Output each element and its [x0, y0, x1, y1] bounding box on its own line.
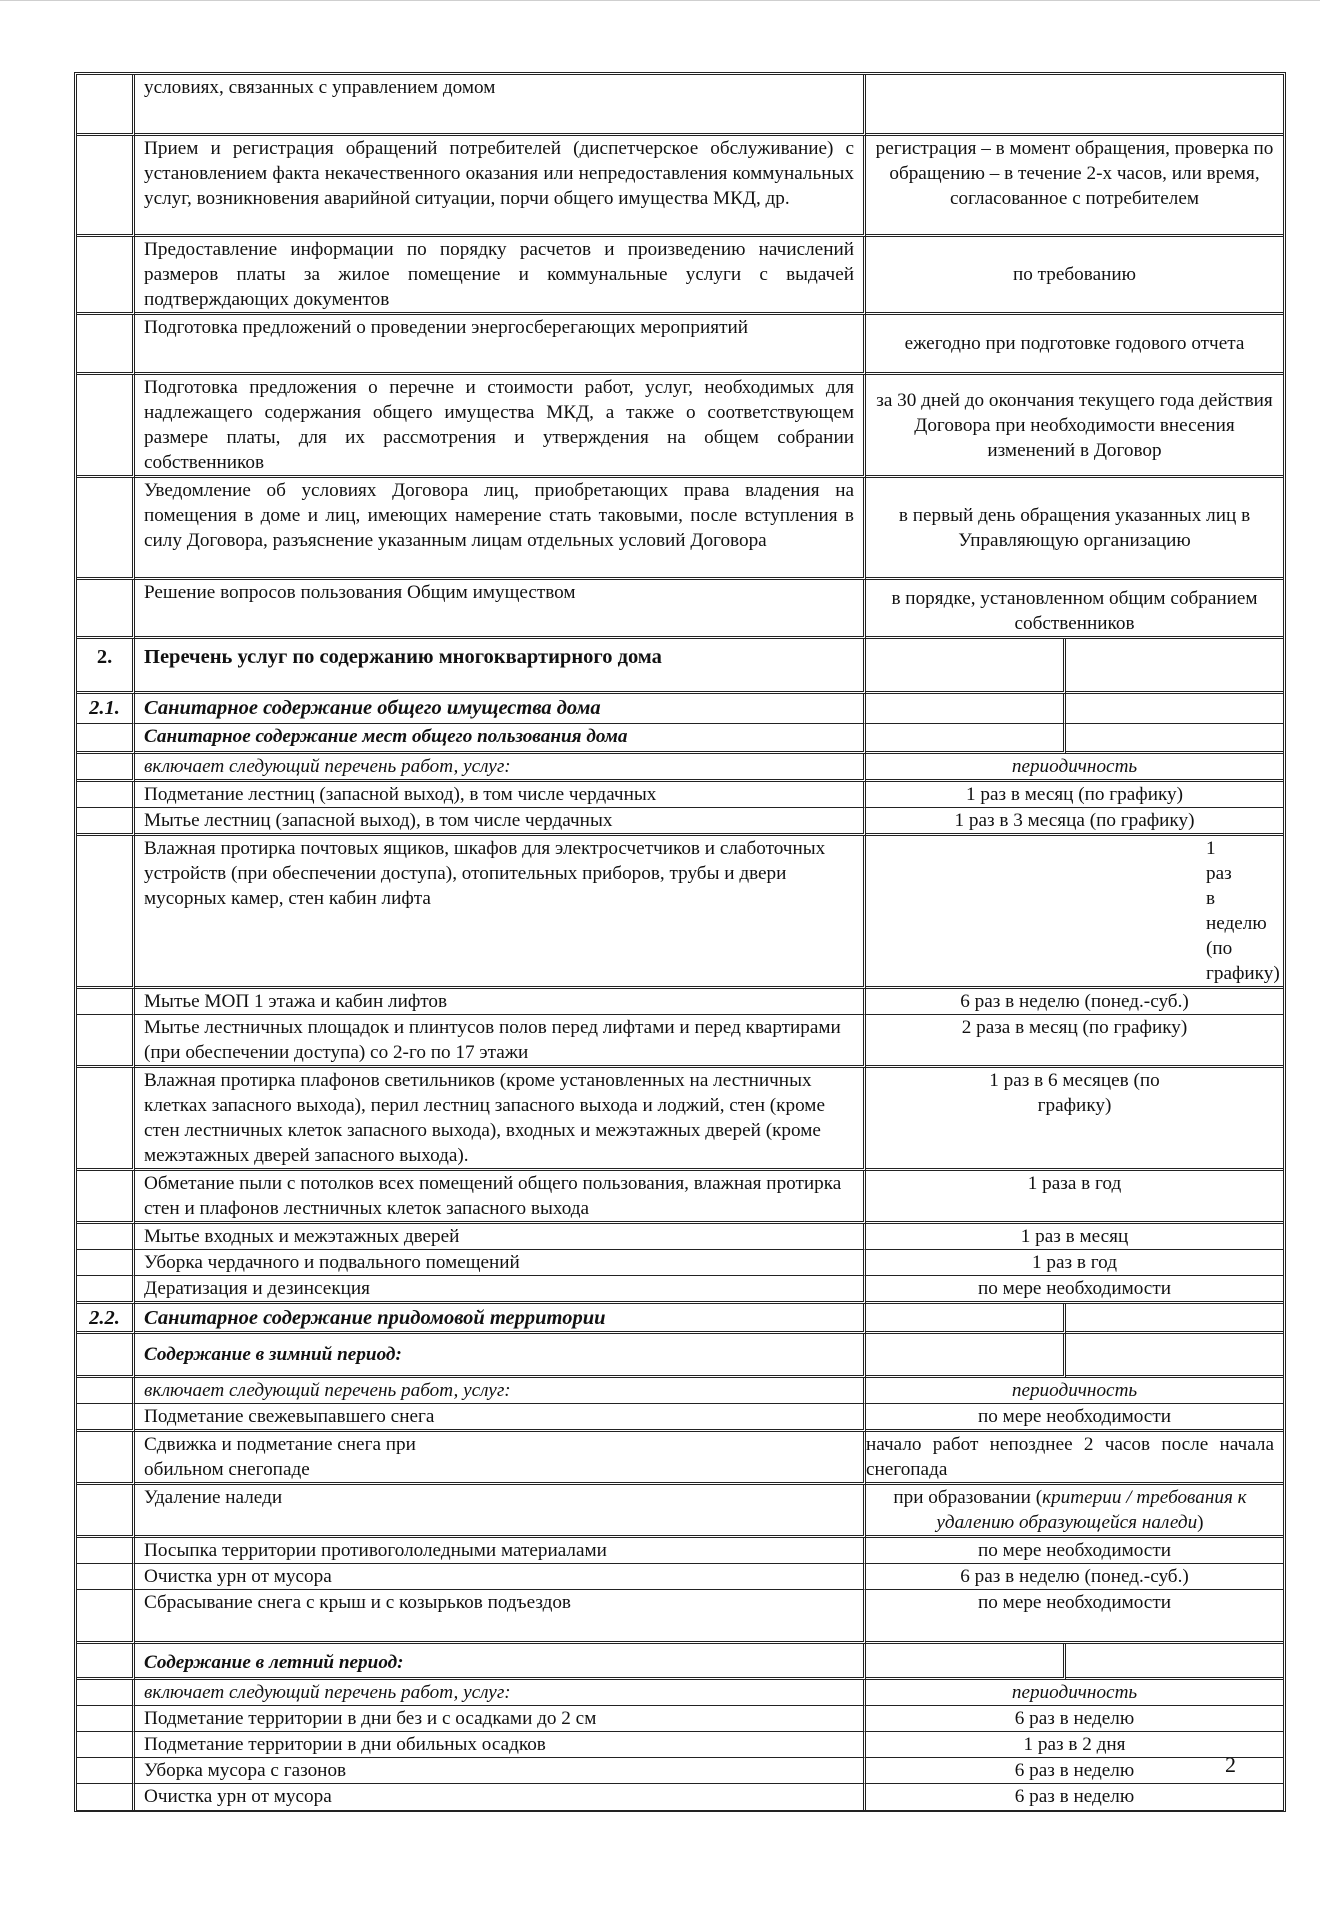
period-cell: 1 раз в 2 дня: [866, 1732, 1283, 1758]
top-divider: [0, 0, 1320, 1]
list-header-text: включает следующий перечень работ, услуг:: [135, 754, 866, 782]
service-text-inner: Сдвижка и подметание снега при обильном снегопаде: [144, 1434, 416, 1480]
service-text: Уборка чердачного и подвального помещений: [135, 1250, 866, 1276]
section-row: [77, 694, 1283, 724]
table-row: [77, 808, 1283, 836]
service-text: Очистка урн от мусора: [135, 1564, 866, 1590]
service-text: Подготовка предложений о проведении энергосберегающих мероприятий: [135, 315, 866, 375]
table-row: [77, 1706, 1283, 1732]
section-title: Санитарное содержание придомовой территории: [135, 1304, 866, 1334]
list-header-period: периодичность: [866, 1680, 1283, 1706]
period-suffix: ): [1197, 1512, 1204, 1533]
service-text: Обметание пыли с потолков всех помещений общего пользования, влажная протирка стен и плафонов лестничных клеток запасного выхода: [135, 1171, 866, 1224]
service-text: Влажная протирка плафонов светильников (кроме установленных на лестничных клетках запасного выхода), перил лестниц запасного выхода и лоджий, стен (кроме стен лестничных клеток запасного выхода), входных и межэтажных дверей (кроме межэтажных дверей запасного выхода).: [135, 1068, 866, 1171]
period-cell: регистрация – в момент обращения, проверка по обращению – в течение 2-х часов, или время, согласованное с потребителем: [866, 136, 1283, 237]
list-header-row: [77, 754, 1283, 782]
section-title: Санитарное содержание общего имущества дома: [135, 694, 866, 724]
section-title: Перечень услуг по содержанию многоквартирного дома: [135, 639, 866, 694]
subsection-row: [77, 1644, 1283, 1680]
table-row: [77, 1564, 1283, 1590]
service-text: Подметание свежевыпавшего снега: [135, 1404, 866, 1432]
service-text: Предоставление информации по порядку расчетов и произведению начислений размеров платы за жилое помещение и коммунальные услуги с выдачей подтверждающих документов: [135, 237, 866, 315]
table-row: [77, 1404, 1283, 1432]
table-row: [77, 1432, 1283, 1485]
period-cell: 1 раз в месяц (по графику): [866, 782, 1283, 808]
table-row: [77, 315, 1283, 375]
section-row: [77, 639, 1283, 694]
period-cell: 1 раз в месяц: [866, 1224, 1283, 1250]
period-cell: 1 раза в год: [866, 1171, 1283, 1224]
service-text: Уведомление об условиях Договора лиц, приобретающих права владения на помещения в доме и лиц, имеющих намерение стать таковыми, после вступления в силу Договора, разъяснение указанным лицам отдельных условий Договора: [135, 478, 866, 580]
section-number: 2.: [77, 639, 135, 694]
table-row: [77, 836, 1283, 989]
period-cell: 6 раз в неделю: [866, 1706, 1283, 1732]
period-cell: 6 раз в неделю: [1014, 1786, 1135, 1807]
period-cell: начало работ непозднее 2 часов после начала снегопада: [866, 1432, 1283, 1485]
services-table: [74, 72, 1286, 1812]
period-cell: 6 раз в неделю (понед.-суб.): [866, 1564, 1283, 1590]
subsection-row: [77, 1334, 1283, 1378]
period-cell: по требованию: [866, 237, 1283, 315]
table-row: [77, 375, 1283, 478]
service-text: Мытье лестничных площадок и плинтусов полов перед лифтами и перед квартирами (при обеспечении доступа) со 2-го по 17 этажи: [135, 1015, 866, 1068]
service-text: Дератизация и дезинсекция: [135, 1276, 866, 1304]
table-row: [77, 136, 1283, 237]
table-row: [77, 75, 1283, 136]
subsection-title: Содержание в зимний период:: [135, 1334, 866, 1378]
period-cell: по мере необходимости: [866, 1404, 1283, 1432]
list-header-row: [77, 1680, 1283, 1706]
list-header-period: периодичность: [866, 754, 1283, 782]
service-text: Мытье МОП 1 этажа и кабин лифтов: [135, 989, 866, 1015]
period-cell: 1 раз в 3 месяца (по графику): [866, 808, 1283, 836]
section-number: 2.1.: [77, 694, 135, 724]
service-text: Подготовка предложения о перечне и стоимости работ, услуг, необходимых для надлежащего содержания общего имущества МКД, а также о соответствующем размере платы, для их рассмотрения и утверждения на общем собрании собственников: [135, 375, 866, 478]
service-text: Мытье входных и межэтажных дверей: [135, 1224, 866, 1250]
service-text: Уборка мусора с газонов: [135, 1758, 866, 1784]
section-row: [77, 1304, 1283, 1334]
period-text: 1 раз в 6 месяцев (по графику): [989, 1070, 1160, 1116]
table-row: [77, 478, 1283, 580]
service-text: Очистка урн от мусора: [135, 1784, 866, 1810]
service-text: Удаление наледи: [135, 1485, 866, 1538]
service-text: Мытье лестниц (запасной выход), в том числе чердачных: [135, 808, 866, 836]
service-text: Посыпка территории противогололедными материалами: [135, 1538, 866, 1564]
period-cell: в первый день обращения указанных лиц в Управляющую организацию: [866, 478, 1283, 580]
period-cell: [866, 1485, 1283, 1538]
table-row: [77, 237, 1283, 315]
list-header-text: включает следующий перечень работ, услуг:: [135, 1680, 866, 1706]
page-number: 2: [1225, 1752, 1236, 1777]
table-row: [77, 1732, 1283, 1758]
service-text: условиях, связанных с управлением домом: [135, 75, 866, 136]
section-number: 2.2.: [77, 1304, 135, 1334]
service-text: Подметание территории в дни обильных осадков: [135, 1732, 866, 1758]
table-row: [77, 580, 1283, 639]
period-cell: за 30 дней до окончания текущего года действия Договора при необходимости внесения изменений в Договор: [866, 375, 1283, 478]
period-cell: 1 раз в год: [866, 1250, 1283, 1276]
subsection-title: Санитарное содержание мест общего пользования дома: [135, 724, 866, 754]
service-text: [135, 1432, 866, 1485]
service-text: Сбрасывание снега с крыш и с козырьков подъездов: [135, 1590, 866, 1644]
service-text: Прием и регистрация обращений потребителей (диспетчерское обслуживание) с установлением факта некачественного оказания или непредоставления коммунальных услуг, возникновения аварийной ситуации, порчи общего имущества МКД, др.: [135, 136, 866, 237]
period-cell: 6 раз в неделю (понед.-суб.): [866, 989, 1283, 1015]
table-row: [77, 1171, 1283, 1224]
table-row: [77, 1538, 1283, 1564]
period-cell: 2 раза в месяц (по графику): [866, 1015, 1283, 1068]
subsection-row: [77, 724, 1283, 754]
table-row: [77, 1276, 1283, 1304]
period-cell: 1 раз в неделю (по графику): [866, 836, 1283, 989]
service-text: Решение вопросов пользования Общим имуществом: [135, 580, 866, 639]
period-cell: 6 раз в неделю: [866, 1758, 1283, 1784]
table-row: [77, 989, 1283, 1015]
service-text: Влажная протирка почтовых ящиков, шкафов для электросчетчиков и слаботочных устройств (при обеспечении доступа), отопительных приборов, трубы и двери мусорных камер, стен кабин лифта: [135, 836, 866, 989]
table-row: [77, 1250, 1283, 1276]
table-row: [77, 1784, 1283, 1810]
period-cell: [866, 75, 1283, 136]
period-cell: [866, 1068, 1283, 1171]
period-cell: ежегодно при подготовке годового отчета: [866, 315, 1283, 375]
table-row: [77, 1224, 1283, 1250]
period-cell: по мере необходимости: [866, 1276, 1283, 1304]
table-row: [77, 1590, 1283, 1644]
period-cell: по мере необходимости: [866, 1538, 1283, 1564]
list-header-period: периодичность: [866, 1378, 1283, 1404]
list-header-text: включает следующий перечень работ, услуг:: [135, 1378, 866, 1404]
period-prefix: при образовании (: [893, 1487, 1043, 1508]
table-row: [77, 1015, 1283, 1068]
service-text: Подметание лестниц (запасной выход), в том числе чердачных: [135, 782, 866, 808]
table-row: [77, 782, 1283, 808]
service-text: Подметание территории в дни без и с осадками до 2 см: [135, 1706, 866, 1732]
period-cell: по мере необходимости: [866, 1590, 1283, 1644]
period-cell: в порядке, установленном общим собранием собственников: [866, 580, 1283, 639]
table-row: [77, 1068, 1283, 1171]
period-criteria: критерии / требования к удалению образующейся наледи: [936, 1487, 1247, 1533]
table-row: [77, 1758, 1283, 1784]
list-header-row: [77, 1378, 1283, 1404]
table-row: [77, 1485, 1283, 1538]
subsection-title: Содержание в летний период:: [135, 1644, 866, 1680]
